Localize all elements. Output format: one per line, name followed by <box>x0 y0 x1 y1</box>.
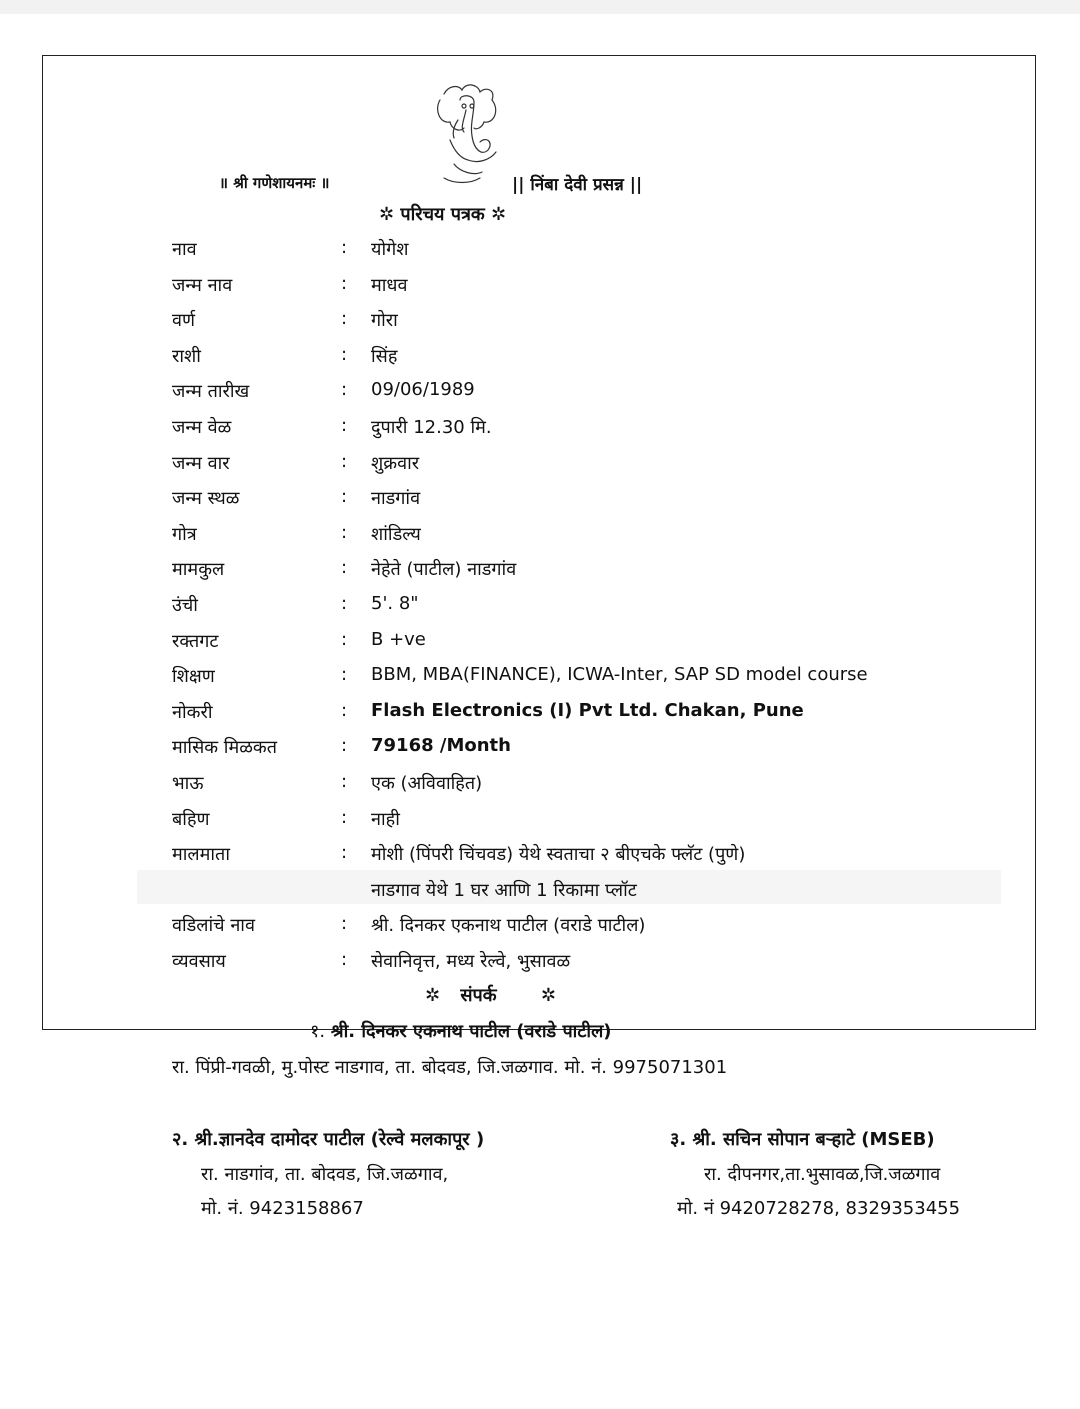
detail-value: योगेश <box>371 239 409 260</box>
detail-colon: : <box>341 700 348 721</box>
detail-label: शिक्षण <box>172 666 215 687</box>
detail-colon: : <box>341 735 348 756</box>
detail-colon: : <box>341 379 348 400</box>
detail-colon: : <box>341 949 348 970</box>
detail-colon: : <box>341 664 348 685</box>
detail-label: नाव <box>172 239 197 260</box>
detail-colon: : <box>341 308 348 329</box>
detail-value: नाही <box>371 809 400 830</box>
detail-value: सिंह <box>371 346 398 367</box>
ganesha-icon <box>430 80 510 190</box>
detail-colon: : <box>341 486 348 507</box>
invocation-right: || निंबा देवी प्रसन्न || <box>512 175 643 195</box>
detail-colon: : <box>341 557 348 578</box>
detail-label: जन्म तारीख <box>172 381 250 402</box>
detail-value: माधव <box>371 275 408 296</box>
star-icon: ✲ <box>491 204 507 225</box>
detail-label: गोत्र <box>172 524 197 545</box>
detail-label: जन्म वेळ <box>172 417 232 438</box>
detail-value: BBM, MBA(FINANCE), ICWA-Inter, SAP SD model course <box>371 664 868 685</box>
detail-value: नेहेते (पाटील) नाडगांव <box>371 559 517 580</box>
star-icon: ✲ <box>379 204 395 225</box>
detail-value: Flash Electronics (I) Pvt Ltd. Chakan, Pune <box>371 700 804 721</box>
detail-value: 09/06/1989 <box>371 379 475 400</box>
detail-colon: : <box>341 842 348 863</box>
detail-colon: : <box>341 344 348 365</box>
detail-colon: : <box>341 415 348 436</box>
detail-value: गोरा <box>371 310 398 331</box>
detail-colon: : <box>341 237 348 258</box>
detail-label: मालमाता <box>172 844 230 865</box>
detail-value: सेवानिवृत्त, मध्य रेल्वे, भुसावळ <box>371 951 571 972</box>
contact-3-address: रा. दीपनगर,ता.भुसावळ,जि.जळगाव <box>704 1164 941 1185</box>
contact-2-address: रा. नाडगांव, ता. बोदवड, जि.जळगाव, <box>201 1164 449 1185</box>
star-icon: ✲ <box>540 985 556 1006</box>
detail-label: बहिण <box>172 809 210 830</box>
detail-label: व्यवसाय <box>172 951 226 972</box>
detail-colon: : <box>341 629 348 650</box>
detail-label: जन्म नाव <box>172 275 233 296</box>
detail-value: एक (अविवाहित) <box>371 773 483 794</box>
detail-colon: : <box>341 522 348 543</box>
detail-label: मासिक मिळकत <box>172 737 277 758</box>
invocation-left: ॥ श्री गणेशायनमः ॥ <box>219 174 330 192</box>
detail-colon: : <box>341 807 348 828</box>
detail-colon: : <box>341 771 348 792</box>
detail-colon: : <box>341 593 348 614</box>
detail-label: नोकरी <box>172 702 213 723</box>
detail-label: जन्म स्थळ <box>172 488 240 509</box>
star-icon: ✲ <box>425 985 441 1006</box>
contact-1-name: श्री. दिनकर एकनाथ पाटील (वराडे पाटील) <box>330 1021 612 1042</box>
contact-1-number: १. <box>310 1021 326 1042</box>
contact-2-phone: मो. नं. 9423158867 <box>201 1198 364 1219</box>
detail-value: दुपारी 12.30 मि. <box>371 417 492 438</box>
detail-value: 5'. 8" <box>371 593 419 614</box>
detail-label: भाऊ <box>172 773 204 794</box>
contact-heading-row <box>425 983 556 1007</box>
detail-value: 79168 /Month <box>371 735 511 756</box>
detail-label: उंची <box>172 595 198 616</box>
page-title: परिचय पत्रक <box>400 204 485 225</box>
detail-value: शांडिल्य <box>371 524 421 545</box>
page-title-row <box>379 202 506 226</box>
detail-colon: : <box>341 913 348 934</box>
detail-label: रक्तगट <box>172 631 219 652</box>
detail-value: मोशी (पिंपरी चिंचवड) येथे स्वताचा २ बीएचके फ्लॅट (पुणे) <box>371 844 746 865</box>
contact-1-address: रा. पिंप्री-गवळी, मु.पोस्ट नाडगाव, ता. बोदवड, जि.जळगाव. मो. नं. 9975071301 <box>172 1057 728 1078</box>
contact-3-phone: मो. नं 9420728278, 8329353455 <box>677 1198 961 1219</box>
contact-3-name: ३. श्री. सचिन सोपान बऱ्हाटे (MSEB) <box>670 1129 935 1150</box>
detail-label: वर्ण <box>172 310 196 331</box>
detail-colon: : <box>341 273 348 294</box>
detail-value: श्री. दिनकर एकनाथ पाटील (वराडे पाटील) <box>371 915 646 936</box>
detail-label: वडिलांचे नाव <box>172 915 255 936</box>
detail-value: B +ve <box>371 629 426 650</box>
contact-heading: संपर्क <box>460 985 497 1006</box>
detail-value: नाडगांव <box>371 488 421 509</box>
contact-2-name: २. श्री.ज्ञानदेव दामोदर पाटील (रेल्वे मलकापूर ) <box>172 1129 485 1150</box>
detail-label: जन्म वार <box>172 453 230 474</box>
detail-value: नाडगाव येथे 1 घर आणि 1 रिकामा प्लॉट <box>371 880 637 901</box>
detail-label: मामकुल <box>172 559 225 580</box>
document-page <box>0 14 1080 1409</box>
detail-value: शुक्रवार <box>371 453 420 474</box>
detail-colon: : <box>341 451 348 472</box>
contact-1-name-row <box>310 1019 612 1043</box>
detail-label: राशी <box>172 346 201 367</box>
